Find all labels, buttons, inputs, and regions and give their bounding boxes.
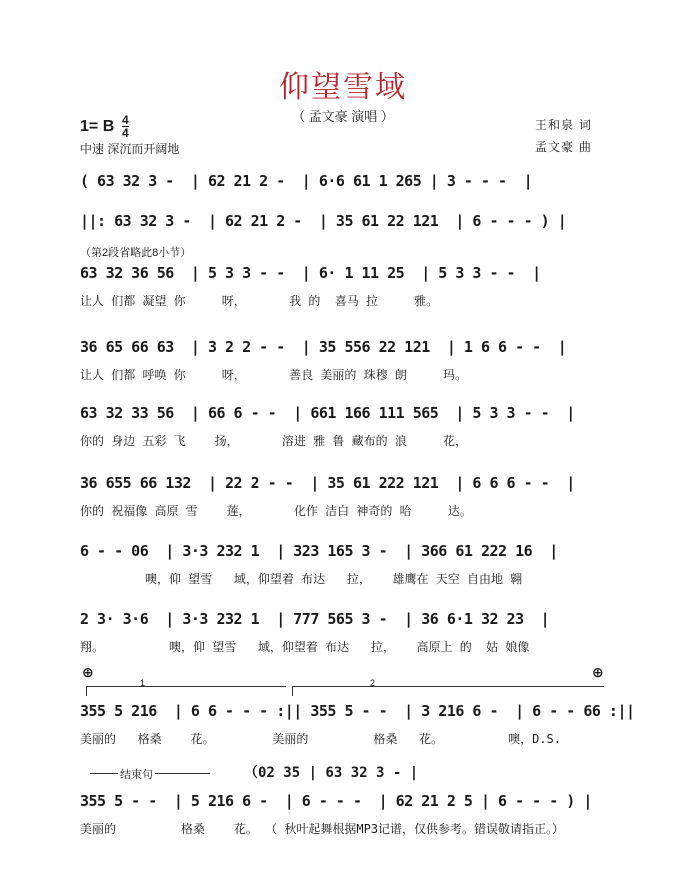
score-line-7: 6 - - 06 | 3·3 232 1 | 323 165 3 - | 366 61 222 16 | — [80, 542, 558, 560]
coda-symbol-right: ⊕ — [592, 664, 604, 680]
song-title: 仰望雪域 — [279, 70, 407, 105]
lyric-line-7: 噢，仰 望雪 域，仰望着 布达 拉， 雄鹰在 天空 自由地 翱 — [80, 572, 523, 586]
composer-credit: 孟文豪 曲 — [535, 140, 592, 154]
volta-2-tick — [292, 686, 293, 696]
score-line-6: 36 655 66 132 | 22 2 - - | 35 61 222 121 | 6 6 6 - - | — [80, 474, 575, 492]
lyric-line-4: 让人 们都 呼唤 你 呀， 善良 美丽的 珠穆 朗 玛。 — [80, 368, 467, 382]
volta-1-tick — [86, 686, 87, 696]
volta-1-number: 1 — [140, 678, 146, 688]
ending-intro: （02 35 | 63 32 3 - | — [244, 765, 419, 781]
time-denominator: 4 — [122, 126, 129, 140]
time-signature — [122, 114, 129, 139]
score-line-8: 2 3· 3·6 | 3·3 232 1 | 777 565 3 - | 36 6·1 32 23 | — [80, 610, 550, 628]
score-line-9: 355 5 216 | 6 6 - - - :|| 355 5 - - | 3 216 6 - | 6 - - 66 :|| — [80, 702, 635, 720]
tempo-marking: 中速 深沉而开阔地 — [80, 142, 180, 156]
lyric-line-6: 你的 祝福像 高原 雪 莲， 化作 洁白 神奇的 哈 达。 — [80, 504, 472, 518]
coda-symbol-left: ⊕ — [82, 664, 94, 680]
lyric-line-10: 美丽的 格桑 花。 （ 秋叶起舞根据MP3记谱，仅供参考。错误敬请指正。） — [80, 822, 565, 836]
score-line-10: 355 5 - - | 5 216 6 - | 6 - - - | 62 21 2 5 | 6 - - - ) | — [80, 792, 592, 810]
score-line-4: 36 65 66 63 | 3 2 2 - - | 35 556 22 121 | 1 6 6 - - | — [80, 338, 567, 356]
lyric-line-8: 翔。 噢，仰 望雪 域，仰望着 布达 拉， 高原上 的 姑 娘像 — [80, 640, 530, 654]
omit-note: （第2段省略此8小节） — [80, 247, 192, 259]
key-signature: 1= B — [80, 118, 115, 135]
ending-label: 结束句 — [118, 766, 155, 782]
score-line-1: ( 63 32 3 - | 62 21 2 - | 6·6 61 1 265 | 3 - - - | — [80, 172, 533, 190]
lyric-line-3: 让人 们都 凝望 你 呀， 我 的 喜马 拉 雅。 — [80, 294, 439, 308]
volta-2-number: 2 — [370, 678, 376, 688]
score-line-5: 63 32 33 56 | 66 6 - - | 661 166 111 565 | 5 3 3 - - | — [80, 404, 575, 422]
singer-credit: （ 孟文豪 演唱 ） — [292, 109, 394, 124]
lyricist-credit: 王和泉 词 — [535, 118, 592, 132]
time-numerator: 4 — [122, 113, 129, 127]
lyric-line-9: 美丽的 格桑 花。 美丽的 格桑 花。 噢，D.S. — [80, 732, 561, 746]
volta-1-bracket — [86, 686, 286, 687]
lyric-line-5: 你的 身边 五彩 飞 扬， 溶进 雅 鲁 藏布的 浪 花， — [80, 434, 467, 448]
score-line-2: ||: 63 32 3 - | 62 21 2 - | 35 61 22 121 | 6 - - - ) | — [80, 212, 567, 230]
score-line-3: 63 32 36 56 | 5 3 3 - - | 6· 1 11 25 | 5 3 3 - - | — [80, 264, 541, 282]
volta-2-bracket — [292, 686, 604, 687]
